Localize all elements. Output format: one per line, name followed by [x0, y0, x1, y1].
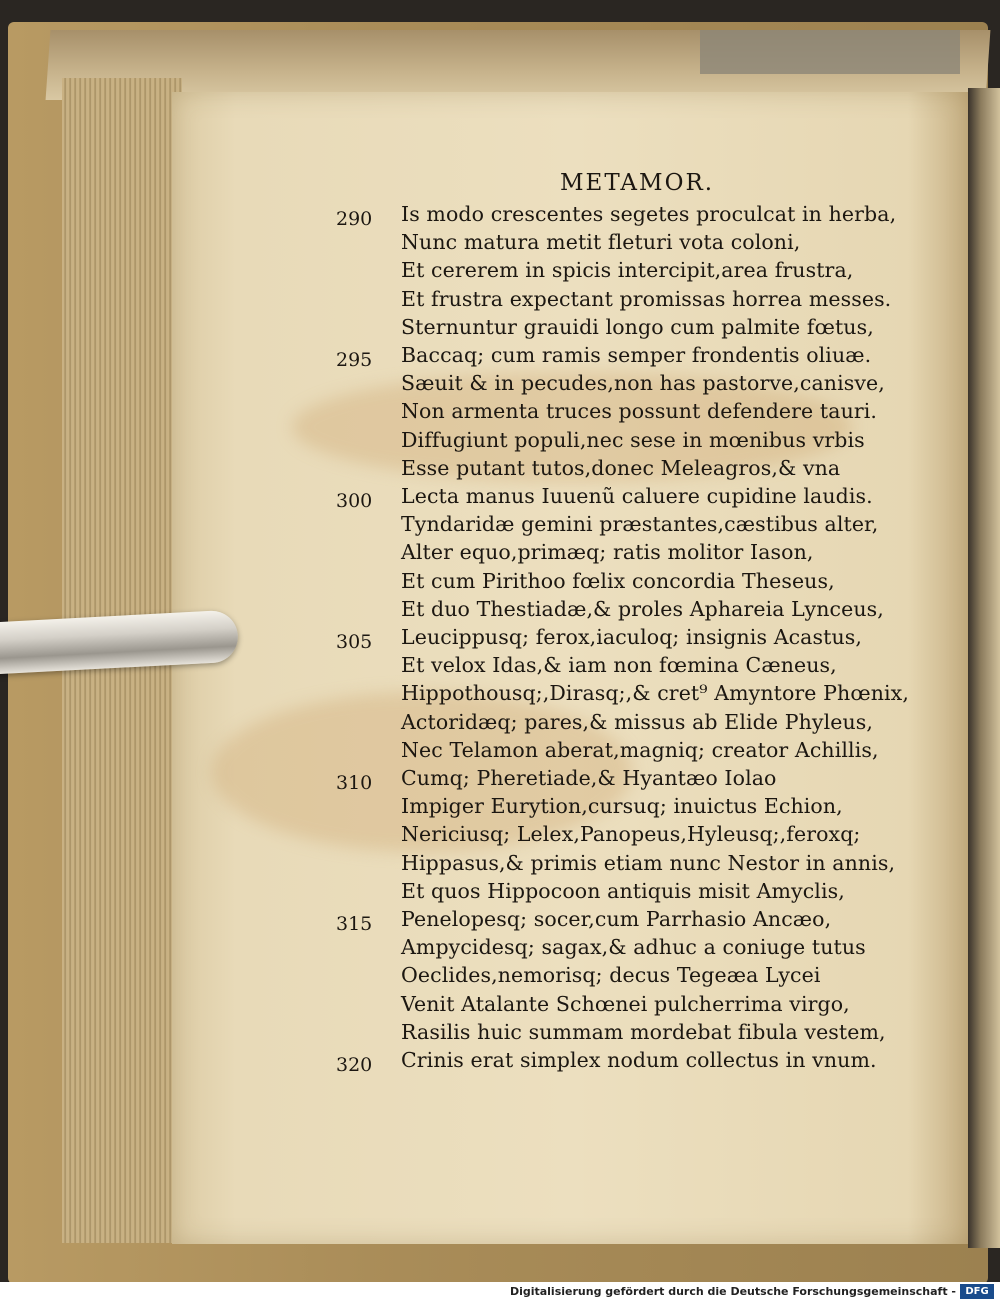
verse-line: Nec Telamon aberat,magniq; creator Achillis, [401, 737, 879, 762]
verse-line: Impiger Eurytion,cursuq; inuictus Echion, [401, 794, 843, 819]
line-number: 315 [336, 913, 373, 935]
dfg-logo: DFG [960, 1284, 994, 1299]
verse-line: Is modo crescentes segetes proculcat in herba, [401, 202, 897, 226]
verse-line: Sternuntur grauidi longo cum palmite fœtus, [401, 314, 874, 339]
verse-line: Ampycidesq; sagax,& adhuc a coniuge tutus [401, 935, 866, 960]
paper-patch [700, 30, 960, 74]
verse-line: Actoridæq; pares,& missus ab Elide Phyleus, [401, 709, 874, 734]
verse-line: Et quos Hippocoon antiquis misit Amyclis, [401, 878, 845, 903]
line-number: 290 [336, 208, 373, 230]
verse-line: Et cererem in spicis intercipit,area frustra, [401, 258, 854, 283]
line-number: 305 [336, 631, 373, 653]
running-header: METAMOR. [560, 170, 715, 196]
verse-line: Cumq; Pheretiade,& Hyantæo Iolao [401, 766, 777, 790]
verse-line: Et velox Idas,& iam non fœmina Cæneus, [401, 653, 837, 678]
verse-line: Esse putant tutos,donec Meleagros,& vna [401, 455, 841, 480]
line-number: 320 [336, 1054, 373, 1076]
verse-line: Et cum Pirithoo fœlix concordia Theseus, [401, 568, 835, 593]
verse-line: Venit Atalante Schœnei pulcherrima virgo, [401, 991, 850, 1016]
verse-line: Sæuit & in pecudes,non has pastorve,canisve, [401, 371, 885, 396]
verse-line: Non armenta truces possunt defendere tauri. [401, 399, 878, 424]
book-gutter [968, 88, 1000, 1248]
verse-line: Rasilis huic summam mordebat fibula vestem, [401, 1019, 886, 1044]
verse-line: Crinis erat simplex nodum collectus in vnum. [401, 1048, 877, 1072]
line-number: 310 [336, 772, 373, 794]
line-number: 295 [336, 349, 373, 371]
footer-bar [0, 1282, 1000, 1302]
verse-line: Hippasus,& primis etiam nunc Nestor in annis, [401, 850, 896, 875]
verse-line: Nunc matura metit fleturi vota coloni, [401, 230, 801, 255]
verse-line: Leucippusq; ferox,iaculoq; insignis Acastus, [401, 625, 863, 649]
verse-line: Nericiusq; Lelex,Panopeus,Hyleusq;,feroxq; [401, 822, 861, 847]
verse-line: Tyndaridæ gemini præstantes,cæstibus alter, [401, 512, 879, 537]
line-number: 300 [336, 490, 373, 512]
verse-line: Et duo Thestiadæ,& proles Aphareia Lynceus, [401, 596, 884, 621]
verse-line: Diffugiunt populi,nec sese in mœnibus vrbis [401, 427, 865, 452]
verse-line: Alter equo,primæq; ratis molitor Iason, [401, 540, 814, 565]
verse-line: Et frustra expectant promissas horrea messes. [401, 286, 892, 311]
verse-line: Baccaq; cum ramis semper frondentis oliuæ. [401, 343, 872, 367]
verse-line: Lecta manus Iuuenũ caluere cupidine laudis. [401, 484, 873, 508]
verse-line: Penelopesq; socer,cum Parrhasio Ancæo, [401, 907, 832, 931]
verse-line: Hippothousq;,Dirasq;,& cret⁹ Amyntore Phœnix, [401, 681, 909, 706]
verse-line: Oeclides,nemorisq; decus Tegeæa Lycei [401, 963, 821, 988]
funding-credit: Digitalisierung gefördert durch die Deutsche Forschungsgemeinschaft - [509, 1285, 956, 1298]
